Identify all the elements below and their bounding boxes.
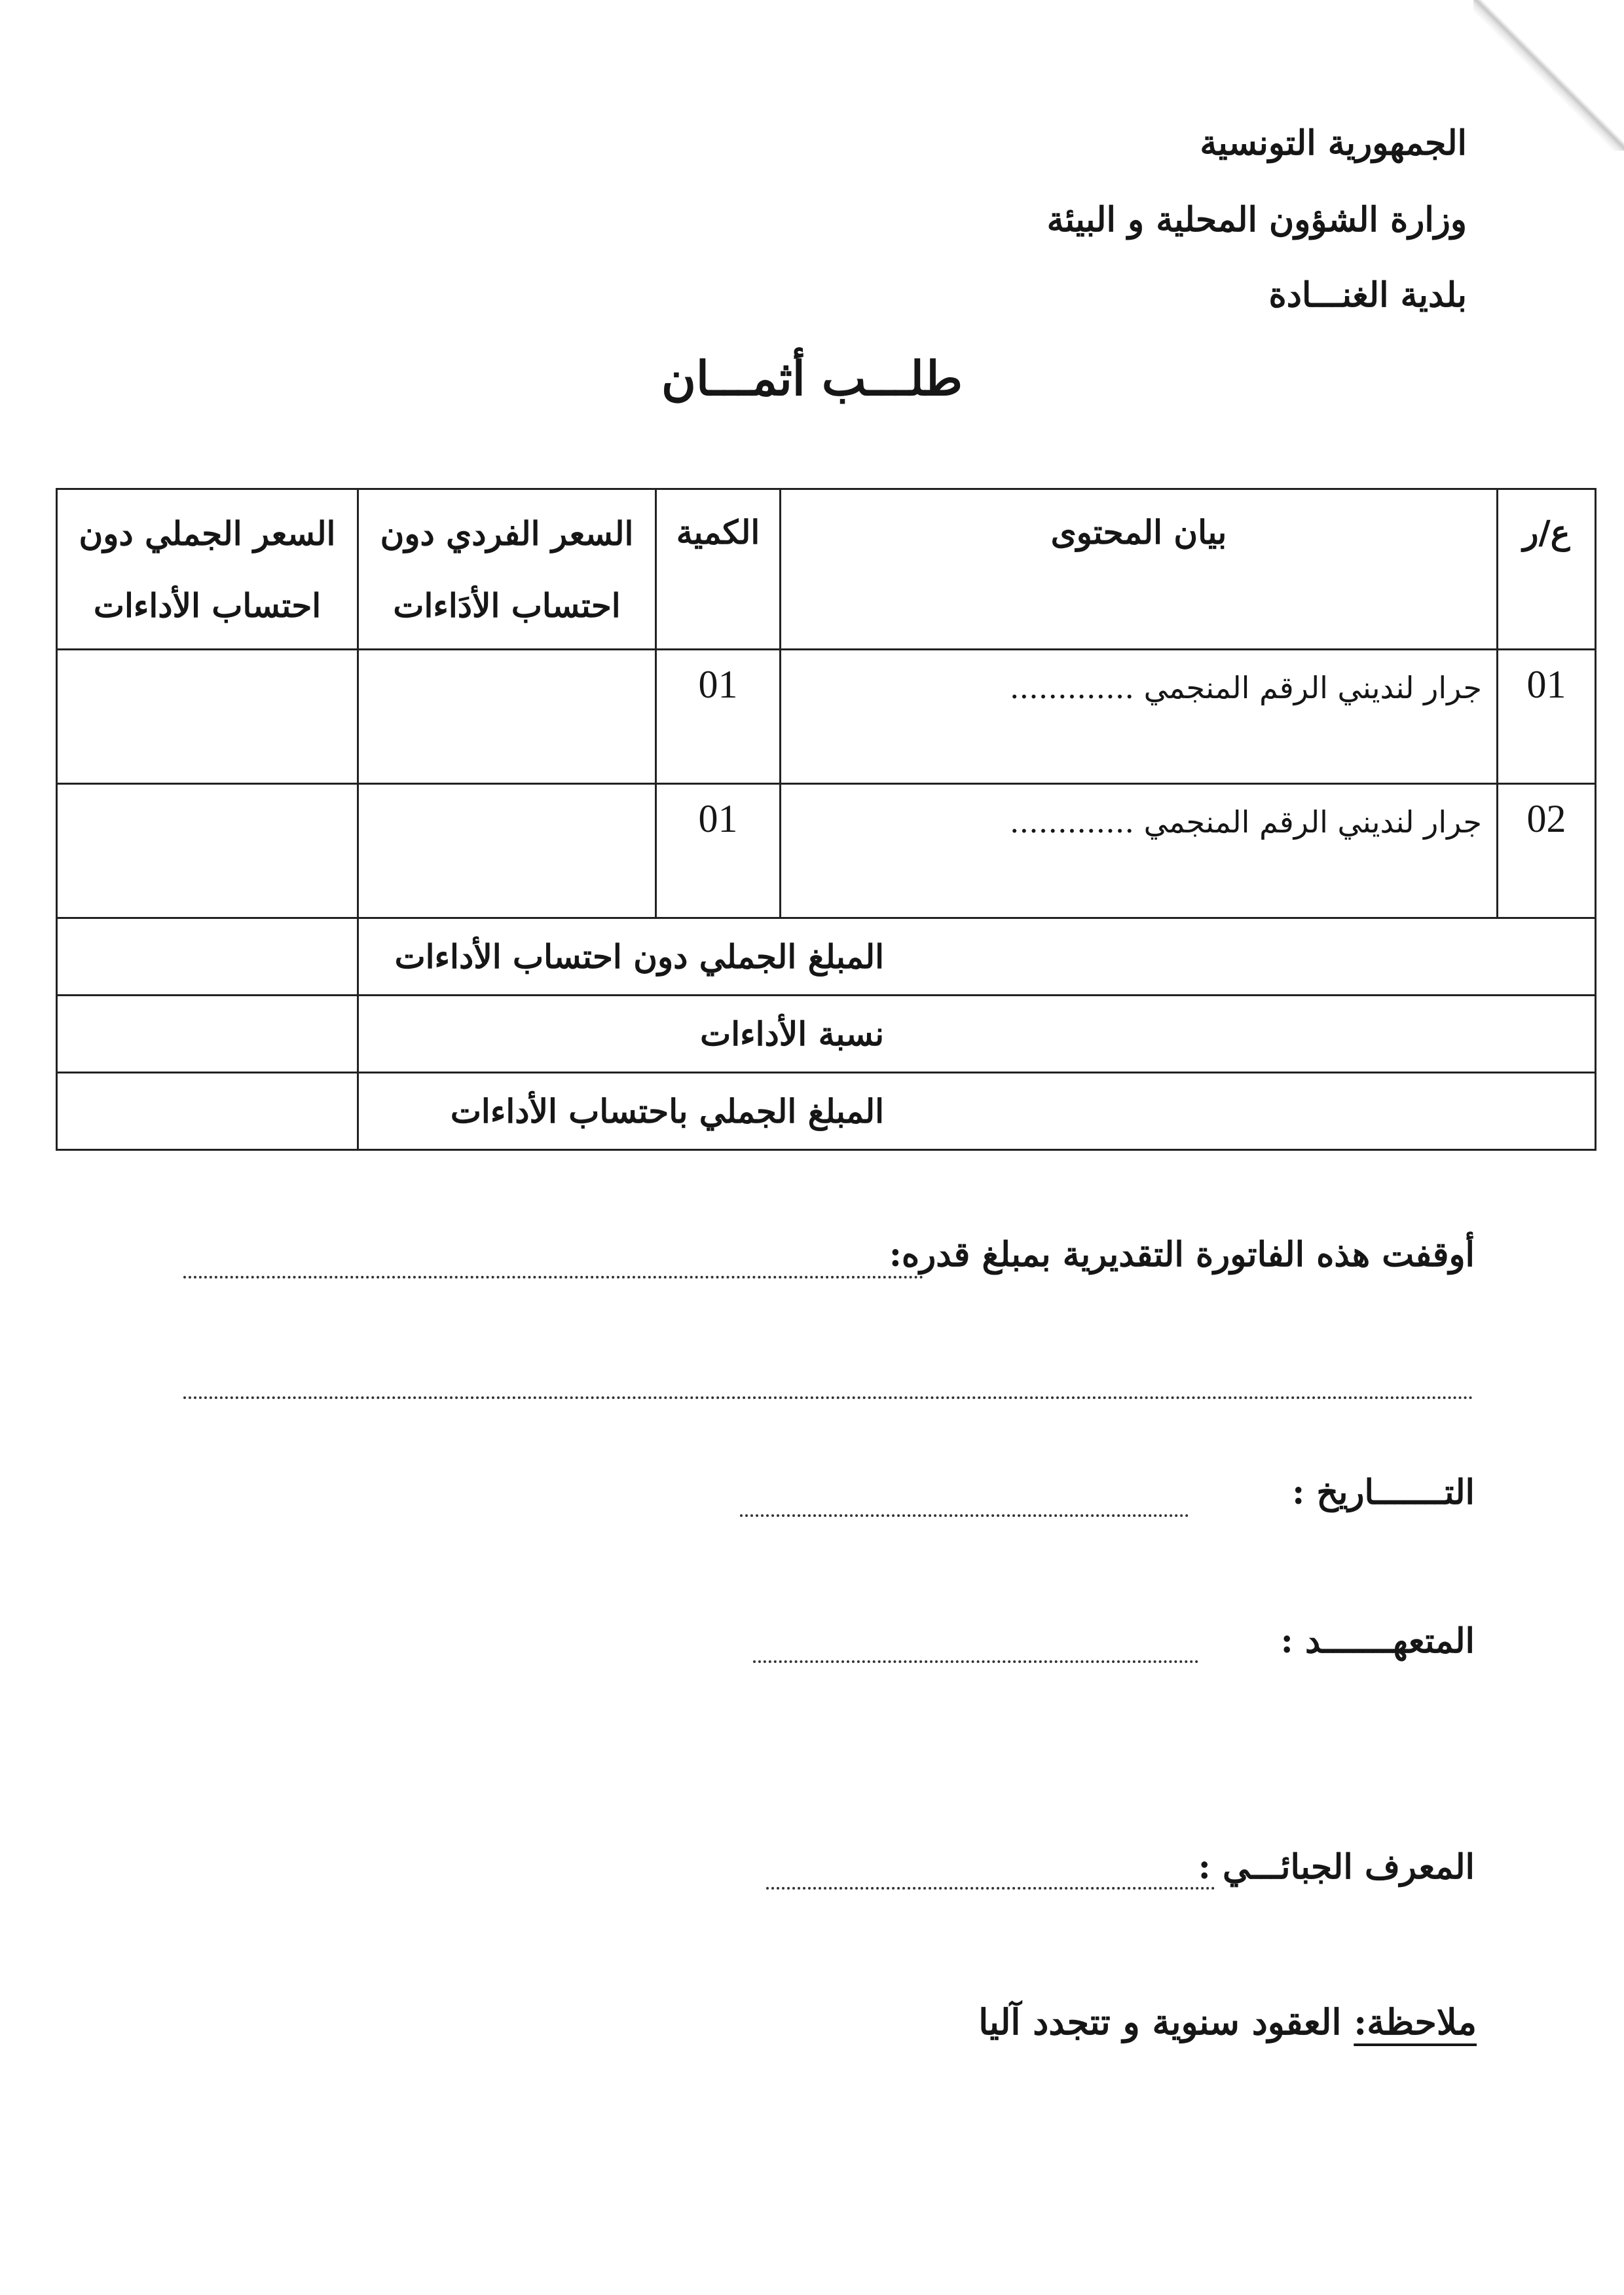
table-header-row — [57, 489, 1596, 650]
note-label: ملاحظة: — [1354, 2001, 1477, 2043]
col-header-unit-price-line2: احتساب الأدَاءات — [393, 586, 621, 625]
row-quantity: 01 — [656, 650, 781, 784]
contractor-label: المتعهـــــــد : — [1280, 1621, 1475, 1661]
summary-value-tax-rate[interactable] — [57, 996, 358, 1073]
header-republic: الجمهورية التونسية — [1200, 123, 1467, 163]
price-request-table — [56, 488, 1596, 1151]
col-header-unit-price-line1: السعر الفردي دون — [380, 514, 634, 553]
summary-label-tax-rate: نسبة الأداءات — [358, 996, 1596, 1073]
row-total-price-field[interactable] — [57, 784, 358, 918]
col-header-unit-price — [358, 489, 656, 650]
col-header-quantity: الكمية — [656, 489, 781, 650]
row-index: 01 — [1498, 650, 1596, 784]
header-municipality: بلدية الغنـــادة — [1268, 275, 1467, 315]
col-header-total-price-line2: احتساب الأداءات — [93, 586, 322, 625]
col-header-total-price — [57, 489, 358, 650]
summary-row-total-incl-tax — [57, 1073, 1596, 1150]
amount-line-1[interactable] — [183, 1276, 923, 1278]
document-title: طلـــب أثمـــان — [661, 350, 963, 406]
amount-label: أوقفت هذه الفاتورة التقديرية بمبلغ قدره: — [889, 1235, 1475, 1275]
summary-row-tax-rate — [57, 996, 1596, 1073]
col-header-description: بيان المحتوى — [781, 489, 1498, 650]
summary-value-total-excl-tax[interactable] — [57, 918, 358, 996]
row-index: 02 — [1498, 784, 1596, 918]
table-row — [57, 650, 1596, 784]
col-header-index: ع/ر — [1498, 489, 1596, 650]
col-header-total-price-line1: السعر الجملي دون — [79, 514, 336, 553]
note-text: العقود سنوية و تتجدد آليا — [978, 2001, 1354, 2043]
contractor-field[interactable] — [753, 1660, 1198, 1663]
tax-id-label: المعرف الجبائـــي : — [1198, 1847, 1475, 1887]
row-description: جرار لنديني الرقم المنجمي ............. — [781, 650, 1498, 784]
tax-id-field[interactable] — [766, 1887, 1215, 1890]
date-label: التـــــــاريخ : — [1292, 1472, 1475, 1512]
table-row — [57, 784, 1596, 918]
row-description: جرار لنديني الرقم المنجمي ............. — [781, 784, 1498, 918]
summary-row-total-excl-tax — [57, 918, 1596, 996]
row-total-price-field[interactable] — [57, 650, 358, 784]
row-unit-price-field[interactable] — [358, 650, 656, 784]
date-field[interactable] — [740, 1514, 1189, 1517]
header-ministry: وزارة الشؤون المحلية و البيئة — [1046, 200, 1467, 240]
note — [978, 2001, 1477, 2043]
amount-line-2[interactable] — [183, 1396, 1473, 1399]
summary-label-total-incl-tax: المبلغ الجملي باحتساب الأداءات — [358, 1073, 1596, 1150]
summary-value-total-incl-tax[interactable] — [57, 1073, 358, 1150]
summary-label-total-excl-tax: المبلغ الجملي دون احتساب الأداءات — [358, 918, 1596, 996]
row-quantity: 01 — [656, 784, 781, 918]
row-unit-price-field[interactable] — [358, 784, 656, 918]
